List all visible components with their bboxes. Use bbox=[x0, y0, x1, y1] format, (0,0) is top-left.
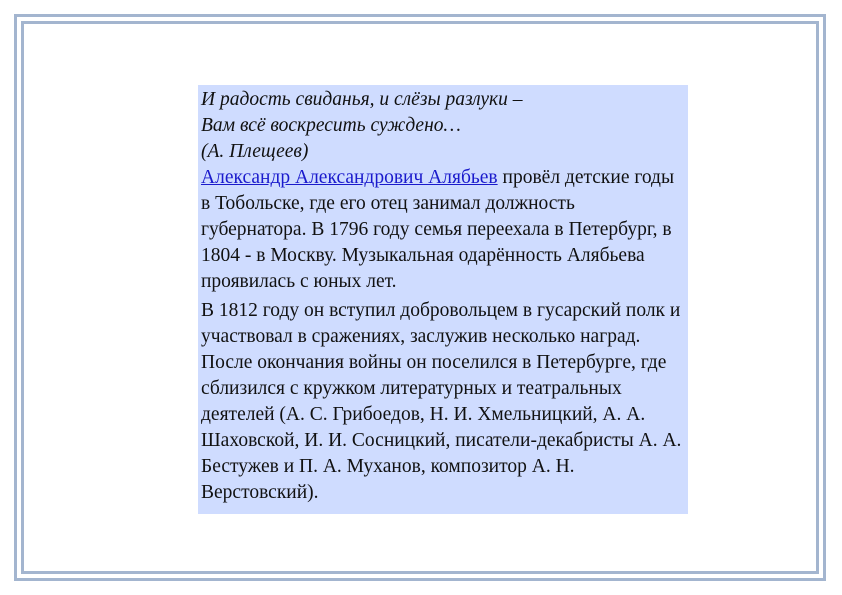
paragraph-1 bbox=[201, 165, 685, 295]
epigraph-line-1: И радость свиданья, и слёзы разлуки – bbox=[201, 89, 523, 110]
epigraph-author: (А. Плещеев) bbox=[201, 141, 309, 162]
paragraph-2: В 1812 году он вступил добровольцем в гусарский полк и участвовал в сражениях, заслужив несколько наград. После окончания войны он поселился в Петербурге, где сблизился с кружком литературных и театральных деятелей (А. С. Грибоедов, Н. И. Хмельницкий, А. А. Шаховской, И. И. Сосницкий, писатели-декабристы А. А. Бестужев и П. А. Муханов, композитор А. Н. Верстовский). bbox=[201, 300, 682, 503]
text-block bbox=[198, 85, 688, 514]
paragraph-1-text: провёл детские годы в Тобольске, где его отец занимал должность губернатора. В 1796 году семья переехала в Петербург, в 1804 - в Москву. Музыкальная одарённость Алябьева проявилась с юных лет. bbox=[201, 167, 675, 292]
alyabyev-link[interactable]: Александр Александрович Алябьев bbox=[201, 167, 498, 188]
epigraph-line-2: Вам всё воскресить суждено… bbox=[201, 115, 461, 136]
